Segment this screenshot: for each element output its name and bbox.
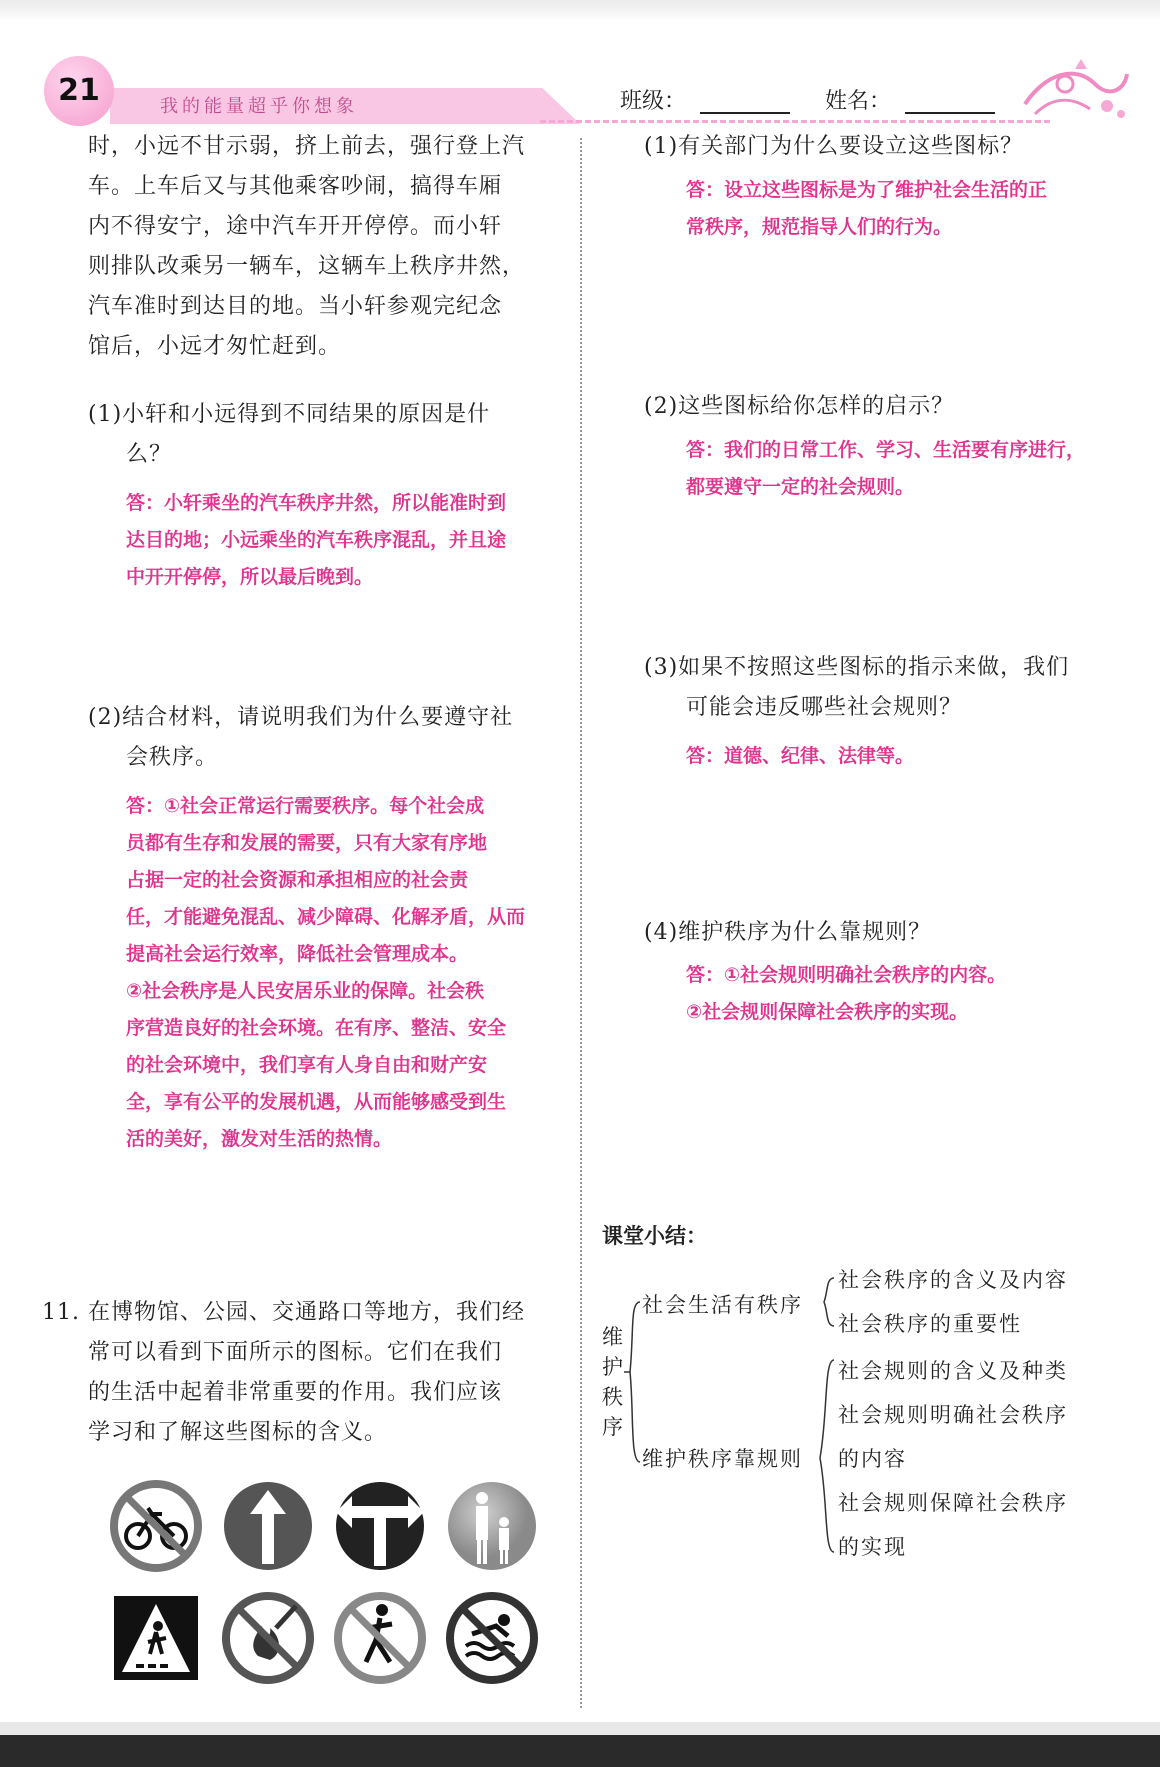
right-question-2: (2)这些图标给你怎样的启示？ xyxy=(644,394,955,419)
right-question-4: (4)维护秩序为什么靠规则？ xyxy=(644,920,932,945)
page-header xyxy=(40,54,1130,134)
top-shadow xyxy=(0,0,1160,22)
answer-2-line: 员都有生存和发展的需要，只有大家有序地 xyxy=(126,832,488,854)
no-bicycle-icon xyxy=(114,1484,198,1568)
name-label: 姓名： xyxy=(825,89,892,114)
question-1: (1)小轩和小远得到不同结果的原因是什 xyxy=(88,402,491,427)
answer-2-line: 活的美好，激发对生活的热情。 xyxy=(126,1128,393,1150)
class-blank xyxy=(700,112,790,114)
answer-1-line: 答：小轩乘坐的汽车秩序井然，所以能准时到 xyxy=(126,492,507,514)
bottom-shadow xyxy=(0,1722,1160,1736)
passage-line: 汽车准时到达目的地。当小轩参观完纪念 xyxy=(88,294,503,319)
question-1-cont: 么？ xyxy=(126,442,173,467)
class-label: 班级： xyxy=(620,89,687,114)
sign-grid xyxy=(100,1478,540,1698)
summary-branch-2-item: 社会规则的含义及种类 xyxy=(838,1359,1068,1383)
summary-root-char: 维 xyxy=(602,1325,625,1349)
header-dashed-line xyxy=(540,120,1050,123)
summary-branch-2-item: 社会规则保障社会秩序 xyxy=(838,1491,1068,1515)
summary-branch-2-item: 的实现 xyxy=(838,1535,907,1559)
summary-title: 课堂小结： xyxy=(602,1224,707,1248)
passage-line: 时，小远不甘示弱，挤上前去，强行登上汽 xyxy=(88,134,526,159)
question-2: (2)结合材料，请说明我们为什么要遵守社 xyxy=(88,705,514,730)
page-number: 21 xyxy=(44,56,114,126)
right-question-3-cont: 可能会违反哪些社会规则？ xyxy=(686,695,963,720)
turn-left-right-icon xyxy=(336,1482,424,1570)
answer-1-line: 达目的地；小远乘坐的汽车秩序混乱，并且途 xyxy=(126,529,507,551)
summary-branch-1: 社会生活有秩序 xyxy=(642,1293,803,1317)
passage-line: 车。上车后又与其他乘客吵闹，搞得车厢 xyxy=(88,174,503,199)
crosswalk-icon xyxy=(114,1596,198,1680)
right-answer-4-line: ②社会规则保障社会秩序的实现。 xyxy=(686,1001,969,1023)
summary-branch-2-item: 的内容 xyxy=(838,1447,907,1471)
question-11-line: 的生活中起着非常重要的作用。我们应该 xyxy=(88,1380,503,1405)
no-pedestrian-icon xyxy=(338,1596,422,1680)
summary-branch-2-item: 社会规则明确社会秩序 xyxy=(838,1403,1068,1427)
answer-2-line: 的社会环境中，我们享有人身自由和财产安 xyxy=(126,1054,488,1076)
right-answer-3: 答：道德、纪律、法律等。 xyxy=(686,745,915,767)
column-divider xyxy=(580,138,582,1708)
no-swimming-icon xyxy=(450,1596,534,1680)
answer-2-line: 全，享有公平的发展机遇，从而能够感受到生 xyxy=(126,1091,507,1113)
right-answer-1-line: 答：设立这些图标是为了维护社会生活的正 xyxy=(686,179,1048,201)
right-question-3: (3)如果不按照这些图标的指示来做，我们 xyxy=(644,655,1070,680)
summary-root-char: 序 xyxy=(602,1415,625,1439)
banner-slogan: 我的能量超乎你想象 xyxy=(160,96,358,117)
bottom-bar xyxy=(0,1735,1160,1767)
straight-ahead-icon xyxy=(224,1482,312,1570)
summary-branch-1-item: 社会秩序的重要性 xyxy=(838,1312,1022,1336)
question-11-line: 11. 在博物馆、公园、交通路口等地方，我们经 xyxy=(42,1300,525,1325)
answer-2-line: 提高社会运行效率，降低社会管理成本。 xyxy=(126,943,469,965)
right-answer-1-line: 常秩序，规范指导人们的行为。 xyxy=(686,216,953,238)
floral-ornament-icon xyxy=(1015,54,1135,126)
right-question-1: (1)有关部门为什么要设立这些图标？ xyxy=(644,134,1024,159)
right-answer-2-line: 答：我们的日常工作、学习、生活要有序进行， xyxy=(686,439,1086,461)
answer-2-line: 序营造良好的社会环境。在有序、整洁、安全 xyxy=(126,1017,507,1039)
passage-line: 馆后，小远才匆忙赶到。 xyxy=(88,334,342,359)
pedestrian-guardian-icon xyxy=(448,1482,536,1570)
question-2-cont: 会秩序。 xyxy=(126,745,219,770)
summary-branch-2: 维护秩序靠规则 xyxy=(642,1447,803,1471)
question-11-line: 常可以看到下面所示的图标。它们在我们 xyxy=(88,1340,503,1365)
answer-2-line: 占据一定的社会资源和承担相应的社会责 xyxy=(126,869,469,891)
summary-root-char: 秩 xyxy=(602,1385,625,1409)
right-answer-2-line: 都要遵守一定的社会规则。 xyxy=(686,476,915,498)
answer-2-line: 任，才能避免混乱、减少障碍、化解矛盾，从而 xyxy=(126,906,526,928)
answer-1-line: 中开开停停，所以最后晚到。 xyxy=(126,566,374,588)
summary-branch-1-item: 社会秩序的含义及内容 xyxy=(838,1268,1068,1292)
name-blank xyxy=(905,112,995,114)
passage-line: 则排队改乘另一辆车，这辆车上秩序井然， xyxy=(88,254,526,279)
right-answer-4-line: 答：①社会规则明确社会秩序的内容。 xyxy=(686,964,1007,986)
answer-2-line: 答：①社会正常运行需要秩序。每个社会成 xyxy=(126,795,485,817)
answer-2-line: ②社会秩序是人民安居乐业的保障。社会秩 xyxy=(126,980,485,1002)
no-fire-icon xyxy=(226,1596,310,1680)
summary-root-char: 护 xyxy=(602,1355,625,1379)
question-11-line: 学习和了解这些图标的含义。 xyxy=(88,1420,388,1445)
passage-line: 内不得安宁，途中汽车开开停停。而小轩 xyxy=(88,214,503,239)
